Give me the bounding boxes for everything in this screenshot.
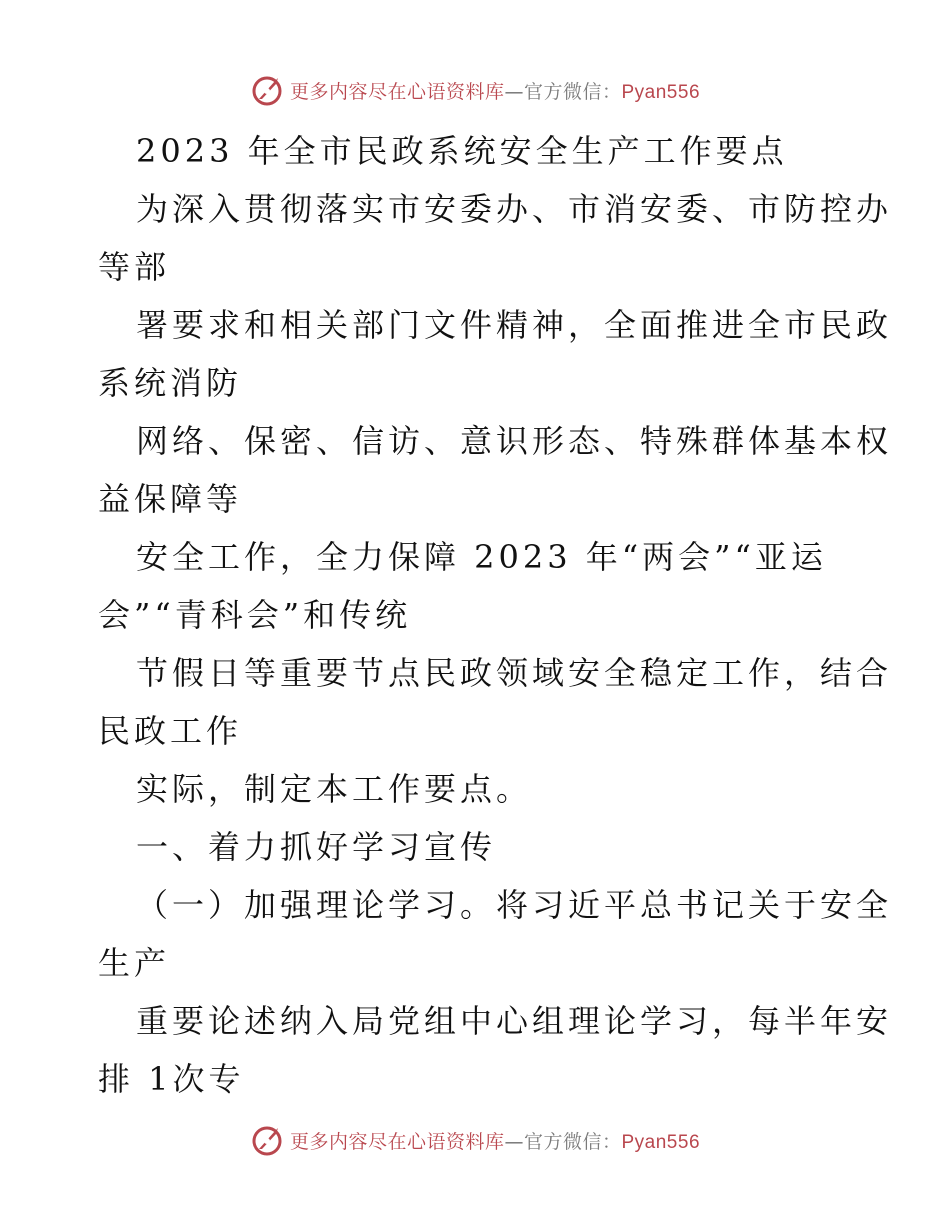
- text-line: 为深入贯彻落实市安委办、市消安委、市防控办: [136, 190, 893, 228]
- watermark-text: [290, 1127, 700, 1154]
- section-heading: 一、着力抓好学习宣传: [136, 828, 497, 866]
- watermark-separator: —: [504, 1130, 524, 1153]
- watermark-wechat-label: 官方微信：: [523, 80, 622, 103]
- text-line: 节假日等重要节点民政领域安全稳定工作，结合: [136, 654, 893, 692]
- document-body: [98, 122, 893, 1108]
- text-line: 排 1次专: [98, 1060, 245, 1098]
- quill-logo-icon: [250, 73, 284, 107]
- quill-logo-icon: [250, 1123, 284, 1157]
- watermark-site: 更多内容尽在心语资料库: [289, 80, 505, 103]
- watermark-wechat-id: Pyan556: [621, 1131, 701, 1153]
- text-line: 益保障等: [98, 480, 243, 518]
- text-line: 等部: [98, 248, 171, 286]
- text-line: 实际，制定本工作要点。: [136, 770, 533, 808]
- text-line: 安全工作，全力保障 2023 年“两会”“亚运: [136, 538, 827, 576]
- text-line: 网络、保密、信访、意识形态、特殊群体基本权: [136, 422, 893, 460]
- header-watermark: [0, 70, 950, 110]
- watermark-site: 更多内容尽在心语资料库: [289, 1130, 505, 1153]
- watermark-wechat-label: 官方微信：: [523, 1130, 622, 1153]
- footer-watermark: [0, 1120, 950, 1160]
- document-title: 2023 年全市民政系统安全生产工作要点: [136, 132, 788, 170]
- text-line: 会”“青科会”和传统: [98, 596, 412, 634]
- text-line: （一）加强理论学习。将习近平总书记关于安全: [136, 886, 893, 924]
- text-line: 系统消防: [98, 364, 243, 402]
- text-line: 署要求和相关部门文件精神，全面推进全市民政: [136, 306, 893, 344]
- text-line: 重要论述纳入局党组中心组理论学习，每半年安: [136, 1002, 893, 1040]
- text-line: 生产: [98, 944, 171, 982]
- watermark-text: [290, 77, 700, 104]
- text-line: 民政工作: [98, 712, 243, 750]
- watermark-separator: —: [504, 80, 524, 103]
- watermark-wechat-id: Pyan556: [621, 81, 701, 103]
